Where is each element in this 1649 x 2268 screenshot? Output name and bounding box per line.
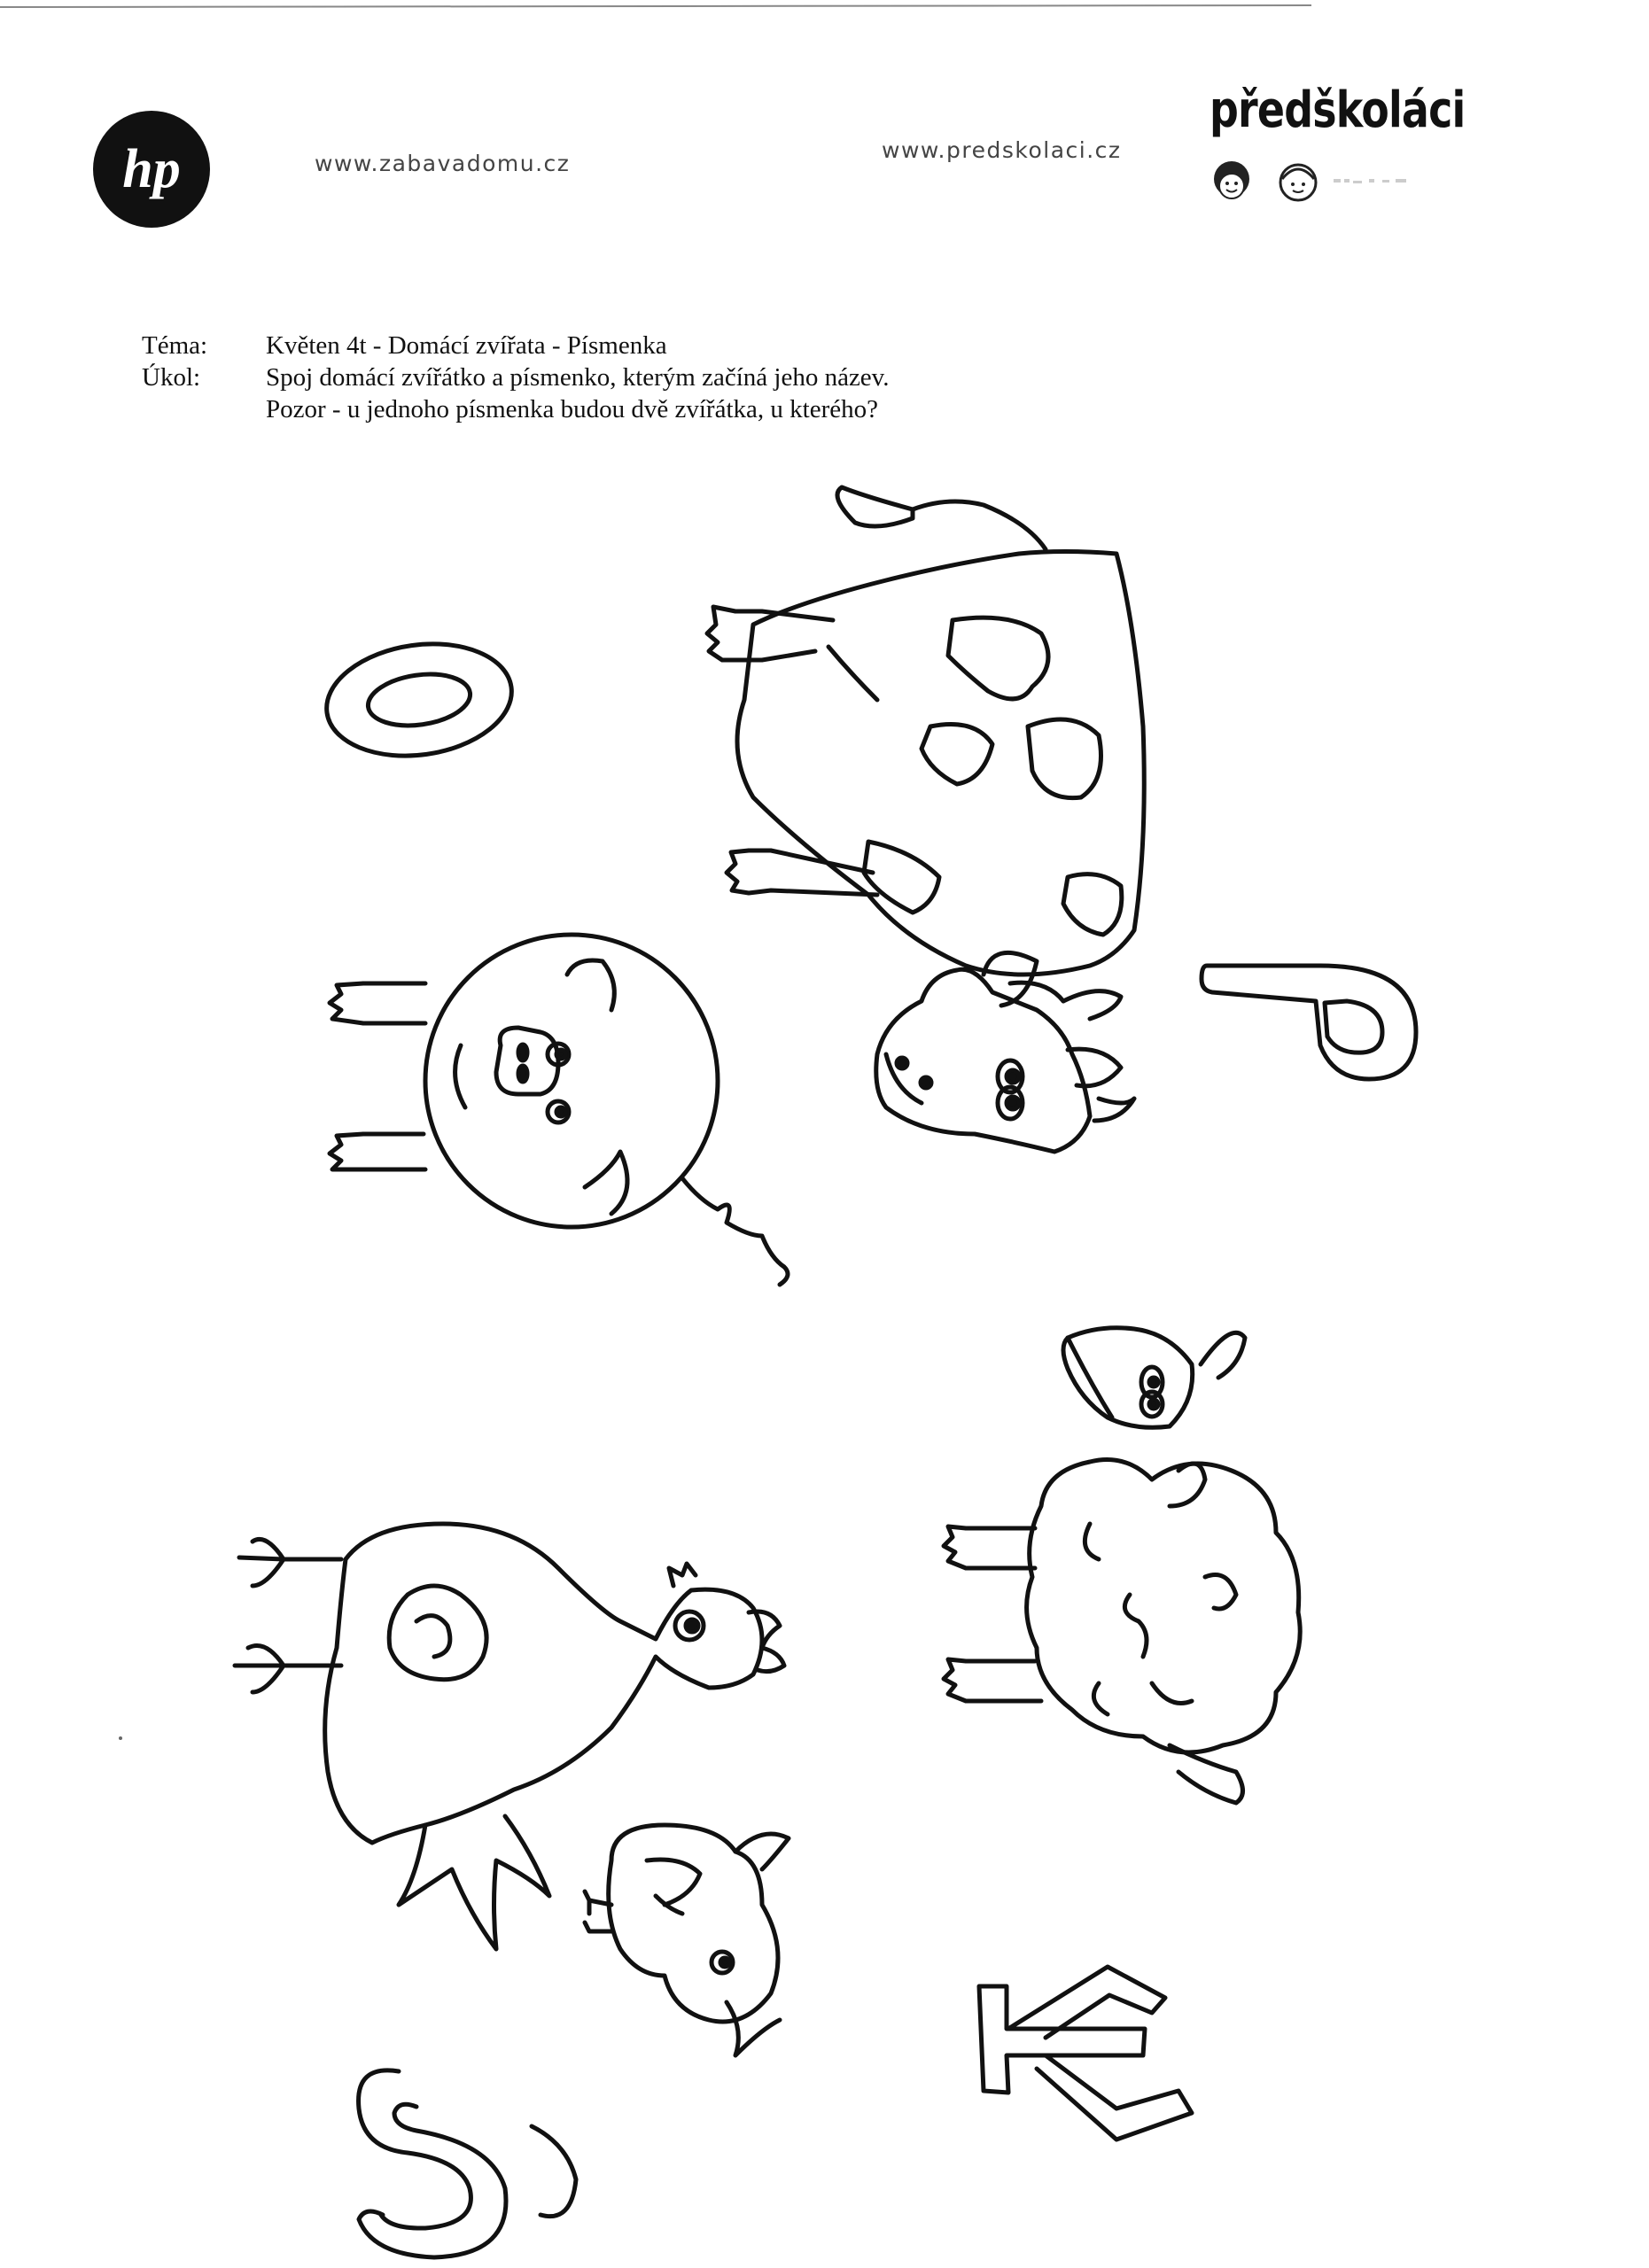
letter-o[interactable]: [0, 0, 519, 767]
task-label: Úkol:: [142, 363, 201, 392]
theme-value: Květen 4t - Domácí zvířata - Písmenka: [266, 331, 667, 360]
cow-icon[interactable]: [707, 487, 1144, 1152]
letter-p[interactable]: [0, 0, 1416, 1079]
chick-icon[interactable]: [585, 1825, 789, 2055]
brand-title: předškoláci: [1210, 82, 1466, 139]
url-predskolaci[interactable]: www.predskolaci.cz: [882, 137, 1122, 163]
theme-label: Téma:: [142, 331, 208, 360]
pig-icon[interactable]: [330, 935, 788, 1285]
hen-icon[interactable]: [235, 1524, 784, 1949]
svg-text:hp: hp: [122, 139, 181, 199]
sheep-icon[interactable]: [944, 1328, 1300, 1803]
task-line-1: Spoj domácí zvířátko a písmenko, kterým začíná jeho název.: [266, 363, 890, 392]
task-line-2: Pozor - u jednoho písmenka budou dvě zvířátka, u kterého?: [266, 395, 878, 423]
url-zabavadomu[interactable]: www.zabavadomu.cz: [315, 151, 571, 176]
letter-s[interactable]: [0, 0, 576, 2257]
